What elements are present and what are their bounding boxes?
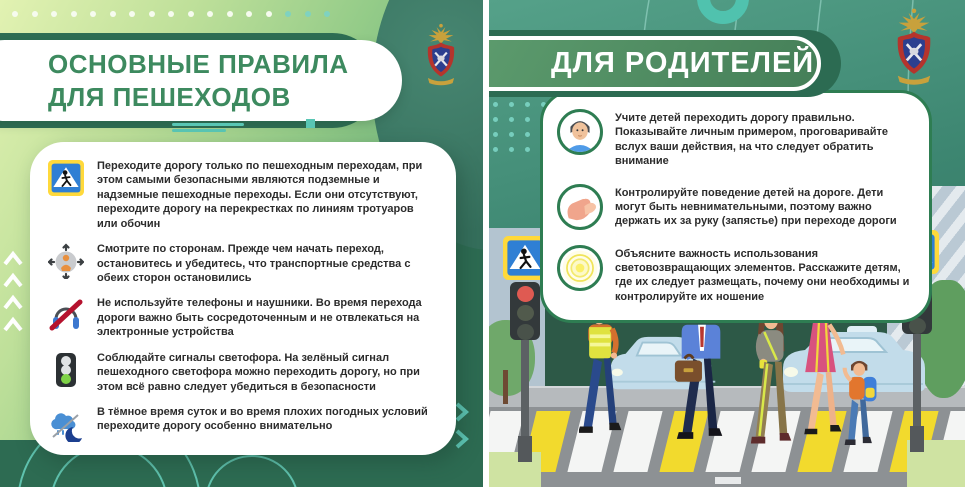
rules-card bbox=[30, 142, 456, 455]
rule-text: Не используйте телефоны и наушники. Во время перехода дороги важно быть сосредоточенным и не отвлекаться на электронные устройства bbox=[97, 297, 422, 339]
rule-item-3 bbox=[46, 296, 436, 339]
circle-decor-small bbox=[205, 455, 299, 487]
page-title-pedestrians bbox=[48, 48, 349, 114]
rule-item-4 bbox=[46, 351, 436, 394]
crosswalk-sign-icon bbox=[46, 159, 86, 196]
boy-with-backpack bbox=[841, 356, 881, 454]
rule-text: Соблюдайте сигналы светофора. На зелёный сигнал пешеходного светофора можно переходить дорогу, но при этом всё равно следует убедиться в безопасности bbox=[97, 351, 420, 393]
tip-text: Учите детей переходить дорогу правильно. Показывайте личным примером, проговаривайте вслух ваши действия, на что следует обратить внимание bbox=[615, 112, 889, 168]
decorative-dots-row bbox=[12, 11, 330, 17]
decorative-square bbox=[306, 119, 315, 128]
look-both-ways-icon bbox=[46, 242, 86, 279]
signal-box bbox=[510, 282, 540, 340]
page-title-parents: ДЛЯ РОДИТЕЛЕЙ bbox=[551, 47, 815, 79]
rule-text: Переходите дорогу только по пешеходным переходам, при этом самыми безопасными являются подземные и надземные пешеходные переходы. Если они отсутствуют, переходите дорогу на перекрестках по линиям тротуаров или обочин bbox=[97, 160, 423, 230]
rule-item-5 bbox=[46, 405, 436, 442]
tip-item-2 bbox=[557, 184, 913, 230]
traffic-light-icon bbox=[46, 351, 86, 388]
hold-child-hand-icon bbox=[557, 184, 603, 230]
reflective-element-icon bbox=[557, 245, 603, 291]
rule-item-2 bbox=[46, 242, 436, 285]
pedestrian-rules-panel bbox=[0, 0, 483, 487]
woman-reflective-pedestrian bbox=[747, 306, 797, 458]
parents-panel bbox=[489, 0, 965, 487]
mvd-emblem-icon bbox=[419, 22, 463, 86]
title-line1: ОСНОВНЫЕ ПРАВИЛА bbox=[48, 49, 349, 79]
no-headphones-icon bbox=[46, 296, 86, 333]
title-line2: ДЛЯ ПЕШЕХОДОВ bbox=[48, 82, 291, 112]
parent-example-icon bbox=[557, 109, 603, 155]
rule-text: Смотрите по сторонам. Прежде чем начать переход, остановитесь и убедитесь, что транспортные средства с обеих сторон остановились bbox=[97, 243, 411, 284]
rule-item-1 bbox=[46, 159, 436, 231]
up-chevrons-decor bbox=[3, 250, 23, 332]
road-center-line bbox=[715, 477, 741, 484]
mvd-emblem-icon bbox=[887, 6, 941, 86]
tip-text: Объясните важность использования световозвращающих элементов. Расскажите детям, где их следует размещать, почему они необходимы и контролируйте их ношение bbox=[615, 247, 910, 303]
tip-item-3 bbox=[557, 245, 913, 305]
tips-card bbox=[540, 90, 932, 323]
tip-text: Контролируйте поведение детей на дороге. Дети могут быть невнимательными, поэтому важно держать их за руку (запястье) при переходе дороги bbox=[615, 186, 897, 228]
decorative-lines bbox=[172, 123, 244, 135]
rule-text: В тёмное время суток и во время плохих погодных условий переходите дорогу особенно внимательно bbox=[97, 406, 428, 433]
night-bad-weather-icon bbox=[46, 405, 86, 442]
tip-item-1 bbox=[557, 109, 913, 169]
